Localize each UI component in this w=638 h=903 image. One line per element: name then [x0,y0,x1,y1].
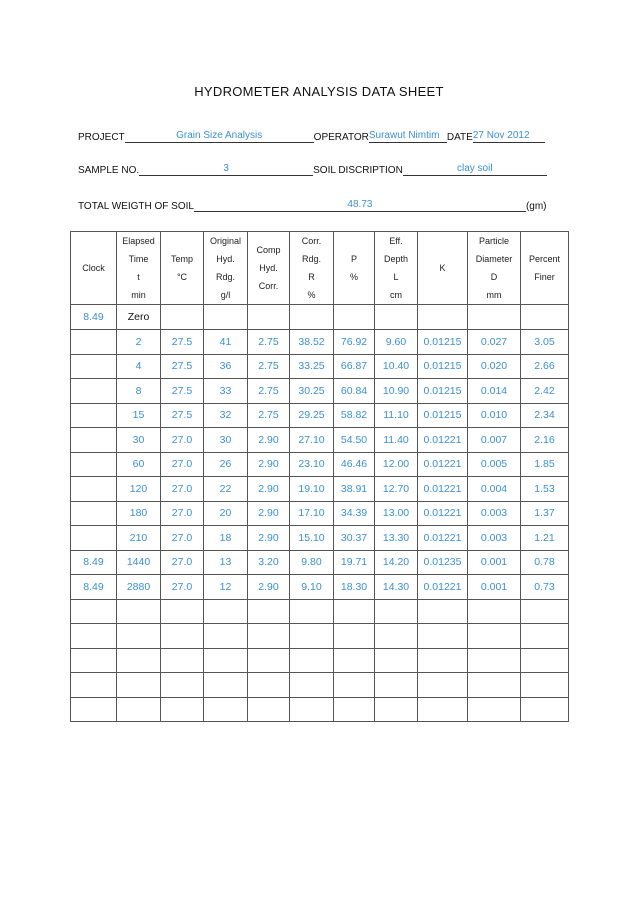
header-text: Percent [528,254,561,264]
page-title: HYDROMETER ANALYSIS DATA SHEET [194,84,444,99]
table-cell: 32 [204,403,248,428]
table-cell [468,673,521,698]
table-cell: 18.30 [334,575,375,600]
header-text: Hyd. [216,254,235,264]
table-cell [71,428,117,453]
header-text: % [349,272,358,282]
header-percent-finer [521,232,569,305]
table-cell [418,305,468,330]
table-cell [521,697,569,722]
table-cell [71,599,117,624]
table-cell: 27.5 [161,403,204,428]
table-cell: 58.82 [334,403,375,428]
soil-value: clay soil [403,163,547,176]
table-cell: 12.70 [375,477,418,502]
table-cell: 1.37 [521,501,569,526]
table-cell: 60 [117,452,161,477]
table-cell: 2.90 [248,452,290,477]
table-cell [375,697,418,722]
table-cell [248,624,290,649]
header-text: R [308,272,315,282]
table-cell: 0.020 [468,354,521,379]
table-cell [418,599,468,624]
table-cell: 30.25 [290,379,334,404]
table-cell: 27.0 [161,550,204,575]
table-cell: 27.10 [290,428,334,453]
table-cell: 17.10 [290,501,334,526]
header-text: Corr. [258,281,279,291]
table-cell: 30 [204,428,248,453]
table-cell [204,648,248,673]
table-cell [418,624,468,649]
table-row [71,452,569,477]
table-row [71,354,569,379]
table-cell [290,648,334,673]
table-cell: 8.49 [71,575,117,600]
table-cell: 0.010 [468,403,521,428]
table-cell: 8.49 [71,305,117,330]
table-cell: 12 [204,575,248,600]
table-cell [161,599,204,624]
table-cell: 27.0 [161,526,204,551]
table-cell: 2.75 [248,330,290,355]
table-cell: 11.10 [375,403,418,428]
sample-value: 3 [139,163,313,176]
table-cell: 2.90 [248,501,290,526]
table-cell: 29.25 [290,403,334,428]
header-text: Original [209,236,241,246]
table-cell [71,403,117,428]
table-cell: 2.75 [248,379,290,404]
table-cell: 2.75 [248,403,290,428]
header-text: K [439,263,446,273]
header-text: Hyd. [259,263,278,273]
table-cell: 33.25 [290,354,334,379]
table-cell [161,673,204,698]
table-cell [334,673,375,698]
table-cell: 0.027 [468,330,521,355]
table-cell: 27.0 [161,452,204,477]
table-cell [71,330,117,355]
table-cell [117,673,161,698]
table-cell [71,673,117,698]
table-cell [71,501,117,526]
table-cell [248,599,290,624]
table-cell: 2880 [117,575,161,600]
table-cell: 23.10 [290,452,334,477]
table-cell: 1.21 [521,526,569,551]
table-cell [161,648,204,673]
header-text: min [131,290,146,300]
header-text: D [490,272,498,282]
header-text: P [350,254,357,264]
table-cell [71,354,117,379]
header-text: Rdg. [215,272,235,282]
table-cell [521,599,569,624]
project-value: Grain Size Analysis [125,130,314,143]
table-cell [71,452,117,477]
table-cell: 2.66 [521,354,569,379]
table-row [71,575,569,600]
header-text: Comp [256,245,281,255]
table-row [71,501,569,526]
table-cell: 0.01215 [418,354,468,379]
table-cell [418,673,468,698]
header-text: Corr. [301,236,322,246]
table-cell [248,648,290,673]
table-cell [71,526,117,551]
table-cell: 2.34 [521,403,569,428]
table-cell: 9.60 [375,330,418,355]
sample-row [78,163,560,176]
table-cell [117,648,161,673]
table-cell: 15.10 [290,526,334,551]
header-p [334,232,375,305]
operator-label: OPERATOR [313,132,369,143]
table-cell: 2.90 [248,575,290,600]
table-cell: 34.39 [334,501,375,526]
table-cell [375,648,418,673]
table-cell [375,673,418,698]
header-eff-depth [375,232,418,305]
empty-table-row [71,648,569,673]
table-cell: 3.05 [521,330,569,355]
header-text: t [137,272,140,282]
table-cell: 38.91 [334,477,375,502]
sample-label: SAMPLE NO. [78,165,140,176]
table-cell [117,697,161,722]
table-cell: 19.71 [334,550,375,575]
table-cell: 2.16 [521,428,569,453]
empty-table-row [71,673,569,698]
table-cell: 33 [204,379,248,404]
table-cell [521,305,569,330]
header-text: Temp [170,254,193,264]
header-text: Time [128,254,149,264]
table-cell: 180 [117,501,161,526]
table-row [71,330,569,355]
table-cell [204,305,248,330]
table-row [71,477,569,502]
header-text: Eff. [389,236,403,246]
table-row [71,550,569,575]
hydrometer-data-table [70,231,569,722]
header-temp [161,232,204,305]
table-cell [248,673,290,698]
table-row [71,379,569,404]
table-row [71,403,569,428]
table-cell [161,697,204,722]
table-cell: 0.78 [521,550,569,575]
table-cell [334,648,375,673]
table-cell: 66.87 [334,354,375,379]
table-cell: 1440 [117,550,161,575]
table-cell: 0.014 [468,379,521,404]
table-cell [117,624,161,649]
table-cell [418,648,468,673]
header-k [418,232,468,305]
table-cell: 0.01215 [418,379,468,404]
header-text: Diameter [475,254,513,264]
table-cell: 14.20 [375,550,418,575]
table-cell [290,673,334,698]
header-corr-rdg [290,232,334,305]
table-cell: 8 [117,379,161,404]
table-cell [468,599,521,624]
table-cell [71,379,117,404]
table-cell [290,624,334,649]
table-cell: 8.49 [71,550,117,575]
table-cell [521,673,569,698]
table-cell: 0.003 [468,526,521,551]
table-cell: 0.01221 [418,428,468,453]
table-cell: 30 [117,428,161,453]
table-cell: 0.01221 [418,575,468,600]
table-cell: 13 [204,550,248,575]
header-original-hyd-rdg [204,232,248,305]
header-text: Elapsed [122,236,155,246]
header-clock-label: Clock [82,263,105,273]
header-elapsed-time [117,232,161,305]
table-cell [71,648,117,673]
table-cell: 27.0 [161,428,204,453]
table-cell: 27.5 [161,379,204,404]
table-cell [161,624,204,649]
table-cell: 0.003 [468,501,521,526]
table-cell: 15 [117,403,161,428]
table-cell [71,477,117,502]
table-cell [290,305,334,330]
table-cell: 0.005 [468,452,521,477]
table-cell [375,599,418,624]
weight-label: TOTAL WEIGTH OF SOIL [78,201,194,212]
table-cell [204,673,248,698]
table-cell: 0.01221 [418,501,468,526]
table-cell [161,305,204,330]
table-cell: 0.01221 [418,452,468,477]
table-cell: 0.01221 [418,477,468,502]
table-cell [248,697,290,722]
table-cell: 1.85 [521,452,569,477]
table-cell [375,624,418,649]
table-cell: 38.52 [290,330,334,355]
table-cell [334,305,375,330]
project-row [78,130,560,143]
header-comp-hyd-corr [248,232,290,305]
table-cell: 76.92 [334,330,375,355]
table-cell: 20 [204,501,248,526]
table-cell: Zero [117,305,161,330]
empty-table-row [71,599,569,624]
table-cell [71,624,117,649]
header-text: % [307,290,316,300]
table-cell: 30.37 [334,526,375,551]
header-clock [71,232,117,305]
table-cell: 27.5 [161,330,204,355]
table-cell: 2.75 [248,354,290,379]
table-cell: 60.84 [334,379,375,404]
table-cell: 0.73 [521,575,569,600]
table-cell: 1.53 [521,477,569,502]
table-cell: 19.10 [290,477,334,502]
table-cell [468,305,521,330]
weight-row [78,199,560,212]
table-cell: 27.0 [161,575,204,600]
table-cell: 27.0 [161,477,204,502]
operator-value: Surawut Nimtim [369,130,447,143]
table-cell [521,624,569,649]
date-value: 27 Nov 2012 [473,130,545,143]
table-cell [71,697,117,722]
table-cell: 0.001 [468,575,521,600]
table-cell: 0.01221 [418,526,468,551]
table-cell: 2.42 [521,379,569,404]
table-cell: 14.30 [375,575,418,600]
table-cell: 46.46 [334,452,375,477]
header-text: mm [486,290,502,300]
header-text: g/l [220,290,231,300]
table-cell [418,697,468,722]
table-cell: 10.90 [375,379,418,404]
header-text: Depth [383,254,409,264]
table-cell: 2.90 [248,526,290,551]
table-cell: 210 [117,526,161,551]
table-cell: 11.40 [375,428,418,453]
table-cell [204,697,248,722]
table-cell: 13.30 [375,526,418,551]
table-cell: 120 [117,477,161,502]
table-row [71,428,569,453]
header-text: L [393,272,399,282]
table-cell: 9.80 [290,550,334,575]
table-cell: 0.004 [468,477,521,502]
table-cell: 36 [204,354,248,379]
table-cell [334,697,375,722]
table-cell: 2 [117,330,161,355]
table-cell [468,648,521,673]
header-particle-diameter [468,232,521,305]
table-cell [290,697,334,722]
table-cell [117,599,161,624]
table-cell: 54.50 [334,428,375,453]
table-cell: 13.00 [375,501,418,526]
weight-value: 48.73 [194,199,526,212]
table-cell [375,305,418,330]
header-text: Particle [478,236,509,246]
table-cell: 27.5 [161,354,204,379]
table-cell: 0.01215 [418,330,468,355]
table-row [71,526,569,551]
table-cell: 22 [204,477,248,502]
table-cell: 3.20 [248,550,290,575]
table-cell: 0.001 [468,550,521,575]
table-cell [468,697,521,722]
table-row [71,305,569,330]
header-text: Finer [534,272,555,282]
table-cell [521,648,569,673]
header-text: °C [176,272,188,282]
table-cell: 2.90 [248,477,290,502]
table-cell [204,599,248,624]
table-cell: 10.40 [375,354,418,379]
header-text: cm [390,290,402,300]
table-cell [334,599,375,624]
table-cell: 18 [204,526,248,551]
table-cell: 0.007 [468,428,521,453]
table-cell [290,599,334,624]
table-cell: 41 [204,330,248,355]
date-label: DATE [446,132,473,143]
table-cell: 0.01235 [418,550,468,575]
table-cell [248,305,290,330]
table-cell: 12.00 [375,452,418,477]
table-cell: 9.10 [290,575,334,600]
header-text: Rdg. [301,254,321,264]
table-cell: 0.01215 [418,403,468,428]
table-cell: 27.0 [161,501,204,526]
table-cell: 2.90 [248,428,290,453]
soil-label: SOIL DISCRIPTION [313,165,403,176]
weight-unit: (gm) [525,201,547,212]
table-cell [468,624,521,649]
table-cell [334,624,375,649]
project-label: PROJECT [78,132,125,143]
table-cell: 4 [117,354,161,379]
empty-table-row [71,697,569,722]
table-cell [204,624,248,649]
empty-table-row [71,624,569,649]
table-cell: 26 [204,452,248,477]
